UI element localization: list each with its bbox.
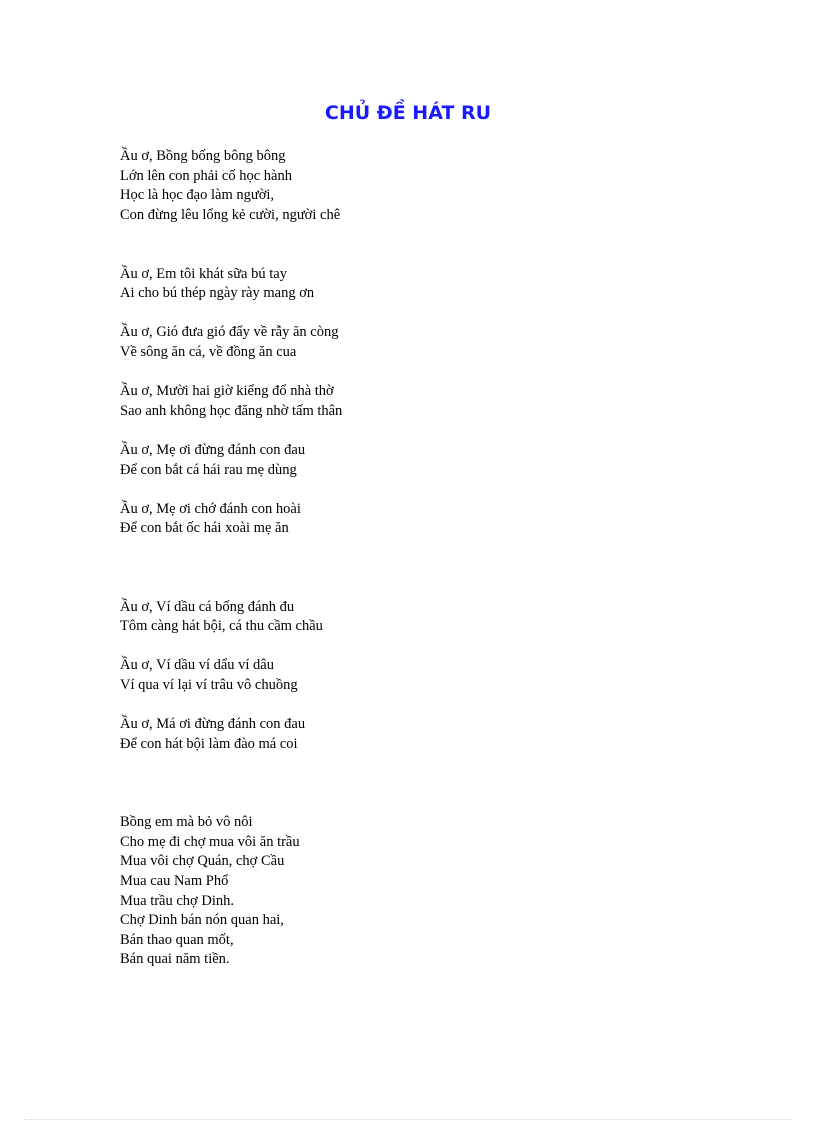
stanza-8 — [120, 656, 720, 695]
poem-line: Ai cho bú thép ngày rày mang ơn — [120, 285, 315, 302]
stanza-7 — [120, 598, 720, 637]
poem-line: Ầu ơ, Bồng bống bông bông — [120, 148, 286, 164]
stanza-spacer — [120, 696, 720, 716]
poem-line: Ầu ơ, Mẹ ơi đừng đánh con đau — [120, 441, 306, 458]
poem-line: Mua cau Nam Phổ — [120, 873, 229, 889]
poem-line: Sao anh không học đăng nhờ tấm thân — [120, 402, 343, 419]
stanza-spacer — [120, 304, 720, 324]
stanza-spacer — [120, 480, 720, 500]
poem-line: Ầu ơ, Mẹ ơi chớ đánh con hoài — [120, 500, 301, 517]
poem-line: Lớn lên con phải cố học hành — [120, 167, 292, 184]
poem-line: Mua vôi chợ Quán, chợ Cầu — [120, 853, 285, 870]
poem-line: Ầu ơ, Ví dầu cá bống đánh đu — [120, 598, 295, 615]
page-title: CHỦ ĐỀ HÁT RU — [324, 102, 492, 124]
poem-line: Cho mẹ đi chợ mua vôi ăn trầu — [120, 833, 300, 850]
poem-line: Ầu ơ, Gió đưa gió đẩy về rẫy ăn còng — [120, 324, 339, 341]
poem-line: Tôm càng hát bội, cá thu cầm chầu — [120, 618, 323, 635]
poem-line: Bồng em mà bỏ vô nôi — [120, 814, 253, 831]
poem-line: Bán quai năm tiền. — [120, 951, 230, 968]
poem-line: Mua trầu chợ Dinh. — [120, 892, 234, 909]
stanza-spacer — [120, 637, 720, 657]
stanza-9 — [120, 715, 720, 754]
poem-line: Con đừng lêu lổng kẻ cười, người chê — [120, 206, 341, 223]
stanza-spacer — [120, 539, 720, 598]
poem-line: Ầu ơ, Má ơi đừng đánh con đau — [120, 716, 306, 733]
page-bottom-edge — [24, 1119, 792, 1120]
poem-line: Về sông ăn cá, về đồng ăn cua — [120, 343, 297, 360]
poem-line: Học là học đạo làm người, — [120, 187, 275, 204]
poem-line: Để con bắt ốc hái xoài mẹ ăn — [120, 520, 289, 537]
poem-line: Chợ Dinh bán nón quan hai, — [120, 912, 284, 929]
stanza-spacer — [120, 754, 720, 813]
stanza-2 — [120, 265, 720, 304]
poem-line: Ầu ơ, Ví dầu ví dẩu ví dâu — [120, 657, 274, 674]
poem-line: Ầu ơ, Mười hai giờ kiểng đổ nhà thờ — [120, 383, 334, 400]
stanza-10 — [120, 813, 720, 970]
stanza-spacer — [120, 363, 720, 383]
stanza-1 — [120, 147, 720, 225]
poem-body — [120, 147, 720, 970]
poem-line: Bán thao quan mốt, — [120, 931, 234, 948]
poem-line: Ví qua ví lại ví trâu vô chuồng — [120, 677, 298, 694]
stanza-4 — [120, 382, 720, 421]
stanza-3 — [120, 323, 720, 362]
stanza-6 — [120, 500, 720, 539]
poem-line: Để con hát bội làm đào má coi — [120, 735, 298, 752]
stanza-5 — [120, 441, 720, 480]
poem-line: Để con bắt cá hái rau mẹ dùng — [120, 461, 297, 478]
poem-line: Ầu ơ, Em tôi khát sữa bú tay — [120, 265, 287, 282]
stanza-spacer — [120, 225, 720, 264]
stanza-spacer — [120, 421, 720, 441]
